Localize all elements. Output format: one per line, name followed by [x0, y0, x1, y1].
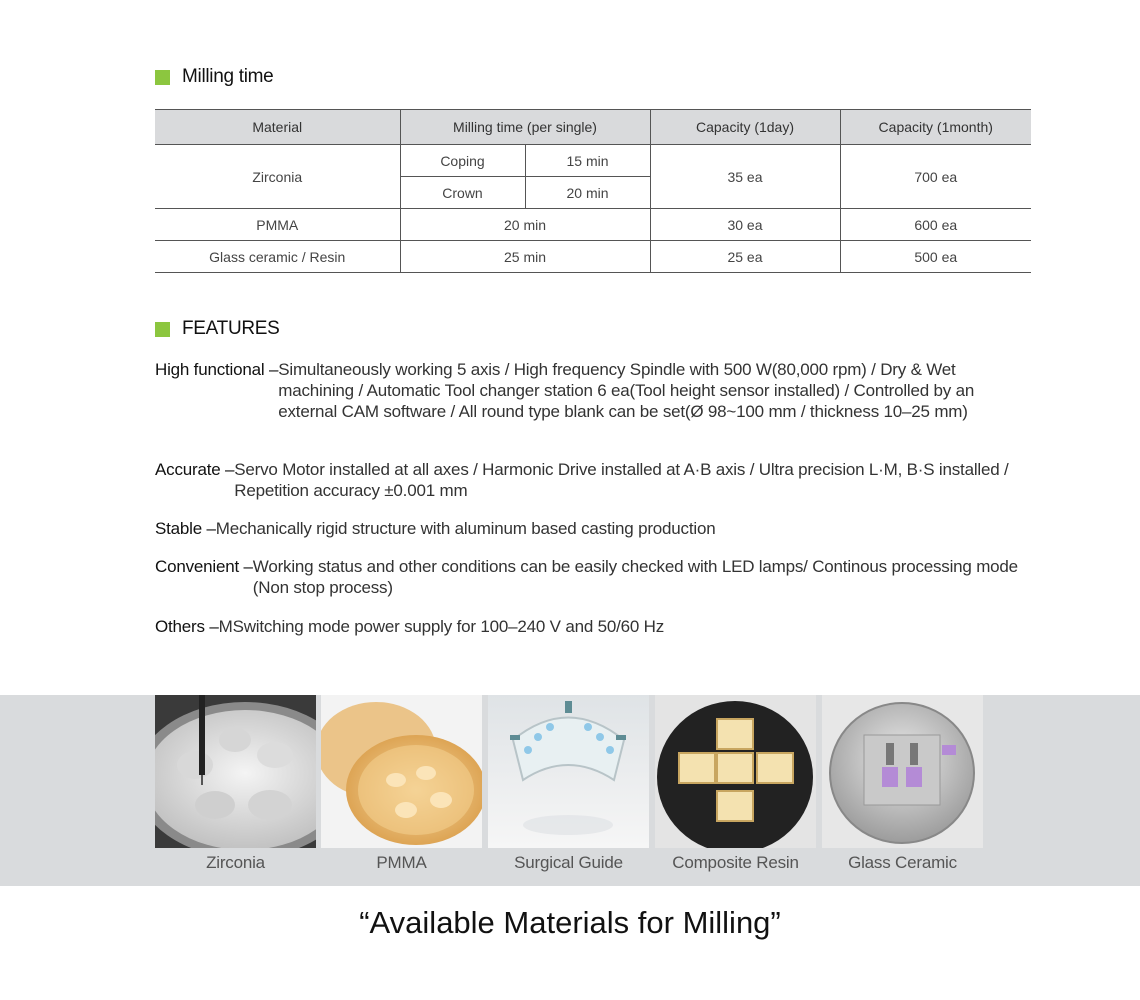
milling-time-heading — [155, 66, 273, 88]
cell-glass-month: 500 ea — [840, 241, 1031, 273]
feature-text: Mechanically rigid structure with aluminum based casting production — [215, 519, 716, 538]
cell-coping-type: Coping — [400, 145, 525, 177]
feature-convenient — [155, 556, 1035, 598]
cell-glass-time: 25 min — [400, 241, 650, 273]
feature-key: Convenient – — [155, 557, 253, 576]
material-label-zirconia: Zirconia — [206, 853, 265, 872]
cell-glass-material: Glass ceramic / Resin — [155, 241, 400, 273]
cell-glass-day: 25 ea — [650, 241, 840, 273]
cell-zirconia-day: 35 ea — [650, 145, 840, 209]
table-row-pmma — [155, 209, 1031, 241]
material-label-surgical-guide: Surgical Guide — [514, 853, 623, 872]
composite-resin-icon — [655, 695, 816, 848]
zirconia-image — [155, 695, 316, 848]
surgical-guide-image — [488, 695, 649, 848]
table-row-zirconia-coping — [155, 145, 1031, 177]
green-square-icon — [155, 322, 170, 337]
milling-time-title: Milling time — [182, 66, 274, 87]
surgical-guide-icon — [488, 695, 649, 848]
tagline: “Available Materials for Milling” — [359, 905, 781, 940]
feature-accurate — [155, 459, 1035, 501]
glass-ceramic-icon — [822, 695, 983, 848]
feature-text: Simultaneously working 5 axis / High frequency Spindle with 500 W(80,000 rpm) / Dry & Wet machining / Automatic Tool changer station 6 ea(Tool height sensor installed) / Controlled by an external CAM software / All round type blank can be set(Ø 98~100 mm / thickness 10–25 mm) — [278, 360, 975, 421]
header-capacity-month: Capacity (1month) — [840, 110, 1031, 145]
feature-key: High functional – — [155, 360, 279, 379]
glass-ceramic-image — [822, 695, 983, 848]
feature-key: Stable – — [155, 519, 216, 538]
cell-pmma-day: 30 ea — [650, 209, 840, 241]
features-heading — [155, 318, 280, 340]
green-square-icon — [155, 70, 170, 85]
cell-pmma-month: 600 ea — [840, 209, 1031, 241]
cell-crown-time: 20 min — [525, 177, 650, 209]
feature-stable — [155, 518, 1035, 539]
material-label-composite-resin: Composite Resin — [672, 853, 799, 872]
table-row-glass — [155, 241, 1031, 273]
features-title: FEATURES — [182, 318, 280, 339]
header-capacity-day: Capacity (1day) — [650, 110, 840, 145]
cell-coping-time: 15 min — [525, 145, 650, 177]
composite-resin-image — [655, 695, 816, 848]
cell-zirconia-month: 700 ea — [840, 145, 1031, 209]
pmma-image — [321, 695, 482, 848]
feature-high-functional — [155, 359, 1035, 422]
feature-key: Accurate – — [155, 460, 235, 479]
material-label-pmma: PMMA — [376, 853, 427, 872]
cell-zirconia-material: Zirconia — [155, 145, 400, 209]
feature-key: Others – — [155, 617, 219, 636]
cell-pmma-time: 20 min — [400, 209, 650, 241]
feature-text: MSwitching mode power supply for 100–240 V and 50/60 Hz — [218, 617, 665, 636]
cell-pmma-material: PMMA — [155, 209, 400, 241]
cell-crown-type: Crown — [400, 177, 525, 209]
feature-text: Servo Motor installed at all axes / Harmonic Drive installed at A·B axis / Ultra precision L·M, B·S installed / Repetition accuracy ±0.001 mm — [234, 460, 1009, 500]
table-header-row — [155, 110, 1031, 145]
milling-time-table — [155, 109, 1031, 273]
header-material: Material — [155, 110, 400, 145]
header-milling-time: Milling time (per single) — [400, 110, 650, 145]
material-label-glass-ceramic: Glass Ceramic — [848, 853, 957, 872]
feature-others — [155, 616, 1035, 637]
pmma-disc-icon — [321, 695, 482, 848]
feature-text: Working status and other conditions can be easily checked with LED lamps/ Continous processing mode (Non stop process) — [252, 557, 1018, 597]
zirconia-disc-icon — [155, 695, 316, 848]
